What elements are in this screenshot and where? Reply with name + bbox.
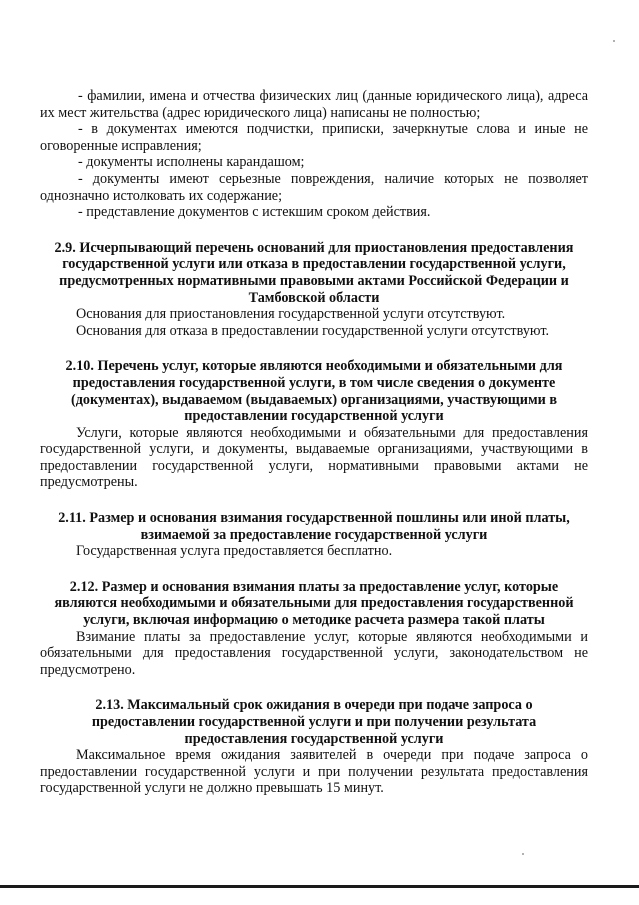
list-item: - документы имеют серьезные повреждения, наличие которых не позволяет однозначно истолковать их содержание; [40, 170, 588, 204]
section-2-11 [40, 510, 588, 560]
list-item: - в документах имеются подчистки, приписки, зачеркнутые слова и иные не оговоренные исправления; [40, 121, 588, 154]
section-paragraph: Максимальное время ожидания заявителей в очереди при подаче запроса о предоставлении государственной услуги и при получении результата предоставления государственной услуги не должно превышать 15 минут. [40, 747, 588, 797]
section-heading: 2.13. Максимальный срок ожидания в очереди при подаче запроса о предоставлении государственной услуги и при получении результата предоставления государственной услуги [91, 697, 537, 747]
section-paragraph: Основания для отказа в предоставлении государственной услуги отсутствуют. [76, 322, 550, 339]
section-heading: 2.10. Перечень услуг, которые являются необходимыми и обязательными для предоставления государственной услуги, в том числе сведения о документе (документах), выдаваемом (выдаваемых) организациями, участвующими в предоставлении государственной услуги [65, 358, 563, 425]
section-2-10 [40, 358, 588, 491]
section-paragraph: Услуги, которые являются необходимыми и обязательными для предоставления государственной услуги, и документы, выдаваемые организациями, участвующими в предоставлении государственной услуги, нормативными правовыми актами не предусмотрены. [40, 424, 588, 491]
section-paragraph: Государственная услуга предоставляется бесплатно. [76, 543, 393, 560]
section-2-9 [40, 240, 588, 340]
section-2-12 [40, 579, 588, 679]
list-item: - фамилии, имена и отчества физических лиц (данные юридического лица), адреса их мест жительства (адрес юридического лица) написаны не полностью; [40, 88, 588, 121]
scan-speck [522, 853, 524, 855]
scan-speck [613, 40, 615, 42]
requirements-list [40, 88, 588, 221]
section-heading: 2.9. Исчерпывающий перечень оснований для приостановления предоставления государственной услуги или отказа в предоставлении государственной услуги, предусмотренных нормативными правовыми актами Российской Федерации и Тамбовской области [54, 239, 574, 306]
section-heading: 2.11. Размер и основания взимания государственной пошлины или иной платы, взимаемой за предоставление государственной услуги [58, 510, 570, 543]
section-2-13 [40, 697, 588, 797]
page-bottom-rule [0, 885, 639, 888]
section-paragraph: Основания для приостановления государственной услуги отсутствуют. [76, 306, 506, 323]
section-heading: 2.12. Размер и основания взимания платы за предоставление услуг, которые являются необходимыми и обязательными для предоставления государственной услуги, включая информацию о методике расчета размера такой платы [54, 578, 574, 629]
document-page [40, 88, 588, 797]
list-item: - представление документов с истекшим сроком действия. [78, 204, 431, 221]
section-paragraph: Взимание платы за предоставление услуг, которые являются необходимыми и обязательными для предоставления государственной услуги, законодательством не предусмотрено. [40, 628, 588, 678]
list-item: - документы исполнены карандашом; [78, 154, 305, 171]
